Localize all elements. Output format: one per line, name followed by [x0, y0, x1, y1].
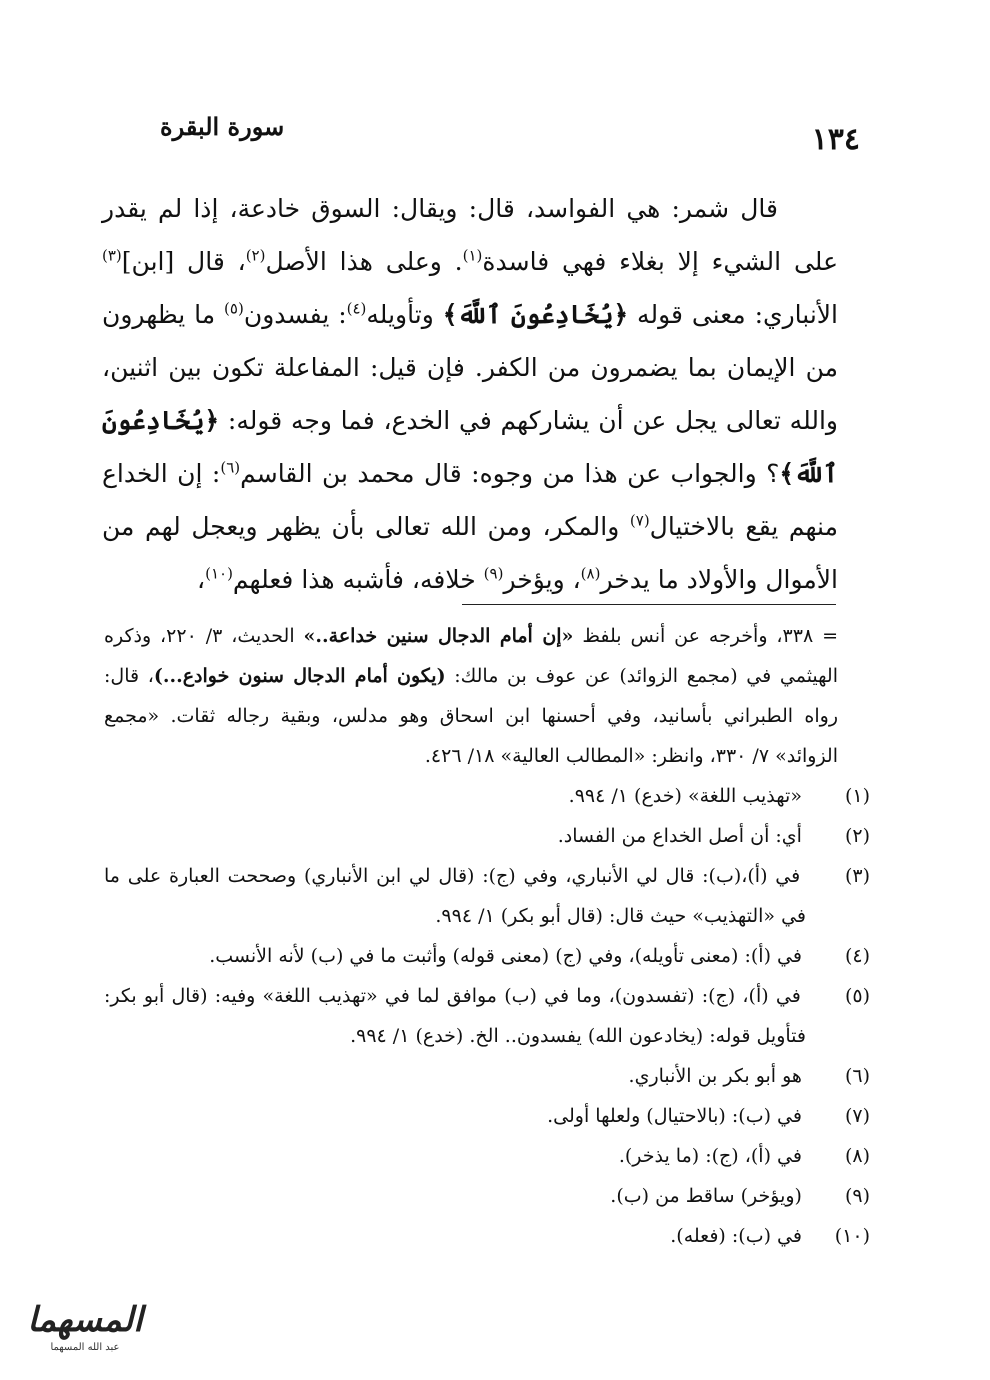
footnote-text: أي: أن أصل الخداع من الفساد.	[557, 825, 802, 847]
footnote-item	[104, 1056, 870, 1096]
footnote-number: (٤)	[844, 945, 870, 967]
footnote-marker: (٤)	[346, 299, 367, 318]
footnote-marker: (٣)	[102, 246, 122, 265]
footnote-text: هو أبو بكر بن الأنباري.	[628, 1065, 802, 1087]
footnote-marker: (١٠)	[205, 564, 233, 583]
footnote-text: = ٣٣٨، وأخرجه عن أنس بلفظ	[573, 625, 838, 647]
footnote-number: (١٠)	[834, 1225, 870, 1247]
footnote-number: (٩)	[844, 1185, 870, 1207]
footnote-text: في (ب): (فعله).	[670, 1225, 802, 1247]
footnote-text: في (أ)، (ج): (تفسدون)، وما في (ب) موافق لما في «تهذيب اللغة» وفيه: (قال أبو بكر: فتأويل قوله: (يخادعون الله) يفسدون.. الخ. (خدع) ١/ ٩٩٤.	[104, 985, 806, 1047]
quran-quote: ﴿يُخَادِعُونَ ٱللَّهَ﴾	[102, 406, 839, 488]
footnote-item	[104, 816, 870, 856]
text-segment: خلافه، فأشبه هذا فعلهم	[232, 565, 484, 594]
footnote-number: (٨)	[844, 1145, 870, 1167]
text-segment: ما يظهرون من الإيمان بما يضمرون من الكفر. فإن قيل: المفاعلة تكون بين اثنين، والله تعالى يجل عن أن يشاركهم في الخدع، فما وجه قوله:	[102, 300, 838, 435]
page-header	[160, 112, 860, 172]
logo-main-text: المسهما	[27, 1300, 143, 1340]
watermark-logo	[16, 1300, 154, 1362]
footnote-continuation	[104, 616, 838, 776]
footnote-item	[104, 936, 870, 976]
footnote-text: في (أ)،(ب): قال لي الأنباري، وفي (ج): (قال لي ابن الأنباري) وصححت العبارة على ما في «التهذيب» حيث قال: (قال أبو بكر) ١/ ٩٩٤.	[104, 865, 806, 927]
footnote-text: ، قال: رواه الطبراني بأسانيد، وفي أحسنها ابن اسحاق وهو مدلس، وبقية رجاله ثقات. «مجمع الزوائد» ٧/ ٣٣٠، وانظر: «المطالب العالية» ١٨/ ٤٢٦.	[104, 665, 838, 767]
text-segment: . وعلى هذا الأصل	[265, 247, 463, 276]
footnote-number: (٦)	[844, 1065, 870, 1087]
text-segment: ،	[197, 565, 206, 594]
footnote-divider	[462, 604, 836, 605]
footnote-text: (ويؤخر) ساقط من (ب).	[610, 1185, 802, 1207]
footnote-number: (٣)	[844, 865, 870, 887]
logo-sub-text: عبد الله المسهما	[50, 1342, 120, 1353]
page-number: ١٣٤	[811, 122, 860, 157]
main-text	[102, 182, 838, 606]
footnote-marker: (٦)	[220, 458, 241, 477]
footnote-text: الحديث، ٣/ ٢٢٠، وذكره الهيثمي في (مجمع الزوائد) عن عوف بن مالك:	[104, 625, 838, 687]
main-paragraph	[102, 182, 838, 606]
text-segment: الأنباري: معنى قوله	[628, 300, 838, 329]
footnote-marker: (٨)	[580, 564, 601, 583]
footnotes	[104, 616, 870, 1256]
text-segment: قال شمر: هي الفواسد، قال: ويقال: السوق خادعة، إذا لم يقدر على الشيء إلا بغلاء فهي فاسدة	[102, 194, 838, 276]
footnote-item	[104, 976, 870, 1056]
text-segment: وتأويله	[366, 300, 443, 329]
footnote-marker: (٢)	[245, 246, 266, 265]
footnote-item	[104, 1176, 870, 1216]
footnote-text: في (ب): (بالاحتيال) ولعلها أولى.	[547, 1105, 802, 1127]
text-segment: ؟ والجواب عن هذا من وجوه: قال محمد بن القاسم	[240, 459, 780, 488]
footnote-marker: (٧)	[629, 511, 650, 530]
footnote-item	[104, 1136, 870, 1176]
text-segment: ، ويؤخر	[503, 565, 581, 594]
quran-quote: ﴿يُخَادِعُونَ ٱللَّهَ﴾	[442, 300, 629, 329]
footnote-number: (٥)	[844, 985, 870, 1007]
footnote-item	[104, 776, 870, 816]
surah-title: سورة البقرة	[160, 112, 285, 141]
footnote-item	[104, 1096, 870, 1136]
footnote-text: «تهذيب اللغة» (خدع) ١/ ٩٩٤.	[568, 785, 802, 807]
footnote-text: في (أ)، (ج): (ما يذخر).	[618, 1145, 802, 1167]
text-segment: والمكر، ومن الله تعالى بأن يظهر ويعجل لهم من الأموال والأولاد ما يدخر	[102, 512, 838, 594]
footnote-item	[104, 856, 870, 936]
footnote-marker: (٥)	[224, 299, 244, 318]
footnote-number: (٢)	[844, 825, 870, 847]
text-segment: : إن الخداع منهم يقع بالاختيال	[102, 459, 838, 541]
footnote-marker: (٩)	[483, 564, 504, 583]
footnote-marker: (١)	[462, 246, 483, 265]
footnote-number: (١)	[844, 785, 870, 807]
footnote-item	[104, 1216, 870, 1256]
hadith-quote: «إن أمام الدجال سنين خداعة..»	[303, 625, 574, 647]
text-segment: : يفسدون	[243, 300, 347, 329]
hadith-quote: (يكون أمام الدجال سنون خوادع...)	[153, 665, 446, 687]
footnote-text: في (أ): (معنى تأويله)، وفي (ج) (معنى قوله) وأثبت ما في (ب) لأنه الأنسب.	[209, 945, 802, 967]
text-segment: ، قال [ابن]	[121, 247, 246, 276]
footnote-number: (٧)	[844, 1105, 870, 1127]
